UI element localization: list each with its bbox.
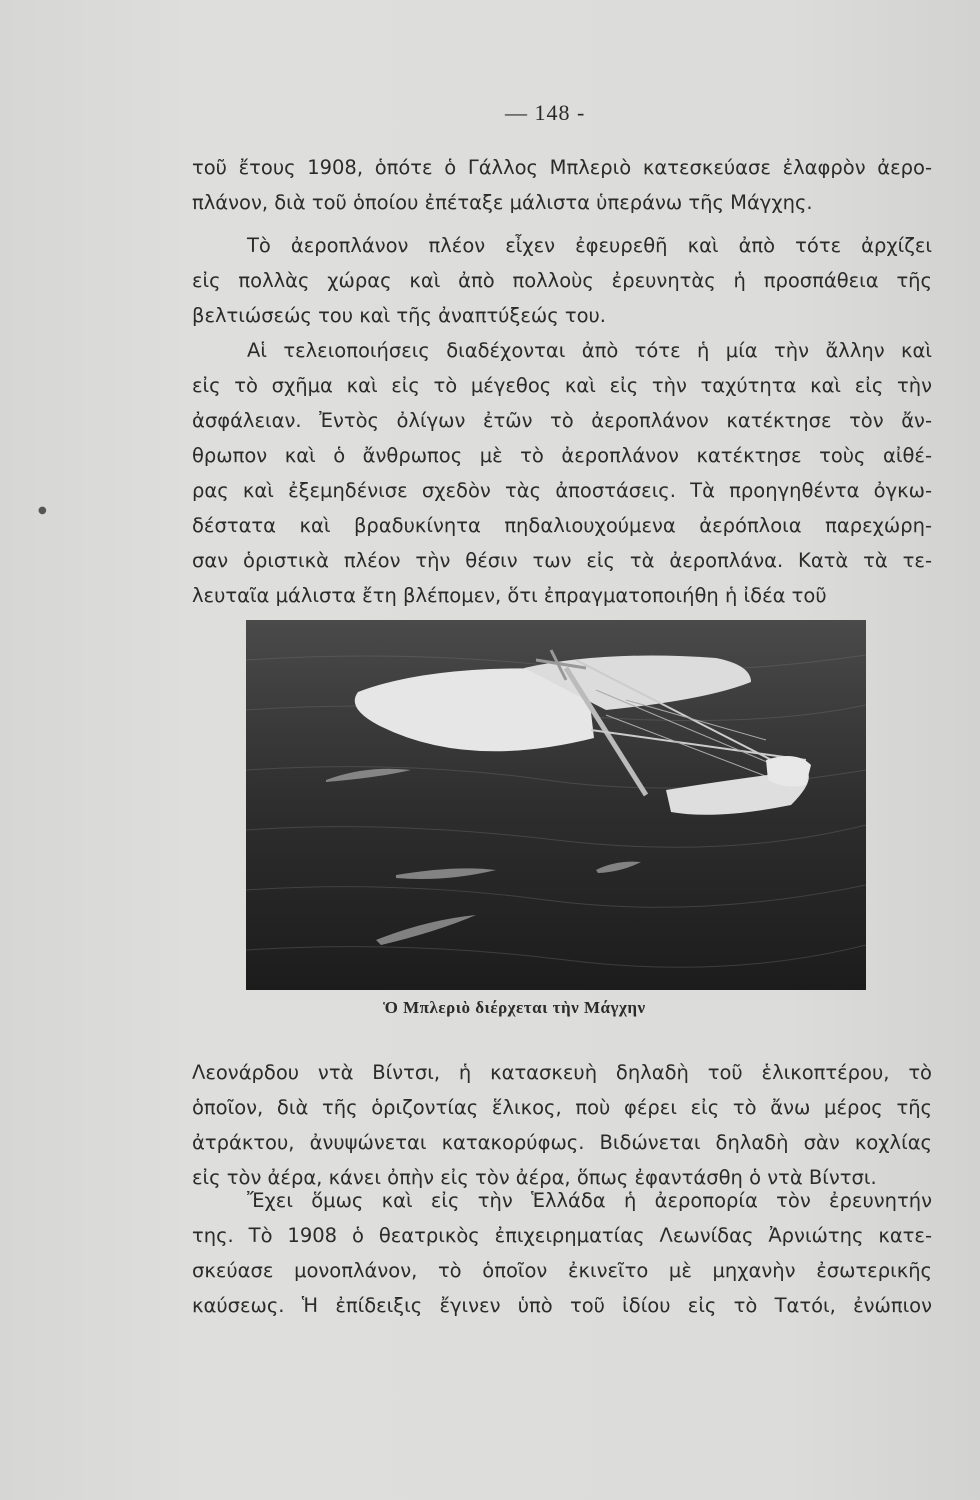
text-line: εἰς τὸ σχῆμα καὶ εἰς τὸ μέγεθος καὶ εἰς τὴν ταχύτητα καὶ εἰς τὴν <box>192 374 932 397</box>
text-line: εἰς τὸν ἀέρα, κάνει ὀπὴν εἰς τὸν ἀέρα, ὅπως ἐφαντάσθη ὁ ντὰ Βίντσι. <box>192 1166 877 1189</box>
paragraph-2 <box>192 228 932 333</box>
margin-speck: ● <box>38 505 47 516</box>
text-line: Τὸ ἀεροπλάνον πλέον εἶχεν ἐφευρεθῆ καὶ ἀπὸ τότε ἀρχίζει <box>247 234 932 257</box>
text-line: δέστατα καὶ βραδυκίνητα πηδαλιουχούμενα ἀερόπλοια παρεχώρη- <box>192 514 932 537</box>
paragraph-3 <box>192 333 932 613</box>
text-line: ἀσφάλειαν. Ἐντὸς ὀλίγων ἐτῶν τὸ ἀεροπλάνον κατέκτησε τὸν ἄν- <box>192 409 932 432</box>
text-line: λευταῖα μάλιστα ἔτη βλέπομεν, ὅτι ἐπραγματοποιήθη ἡ ἰδέα τοῦ <box>192 584 827 607</box>
text-line: ἀτράκτου, ἀνυψώνεται κατακορύφως. Βιδώνεται δηλαδὴ σὰν κοχλίας <box>192 1131 932 1154</box>
text-line: τοῦ ἔτους 1908, ὁπότε ὁ Γάλλος Μπλεριὸ κατεσκεύασε ἐλαφρὸν ἀερο- <box>192 156 932 179</box>
paragraph-4 <box>192 1055 932 1195</box>
text-line: ρας καὶ ἐξεμηδένισε σχεδὸν τὰς ἀποστάσεις. Τὰ προηγηθέντα ὀγκω- <box>192 479 932 502</box>
text-line: πλάνον, διὰ τοῦ ὁποίου ἐπέταξε μάλιστα ὑπεράνω τῆς Μάγχης. <box>192 191 813 214</box>
figure-caption: Ὁ Μπλεριὸ διέρχεται τὴν Μάγχην <box>383 998 646 1017</box>
text-line: βελτιώσεώς του καὶ τῆς ἀναπτύξεώς του. <box>192 304 607 327</box>
text-line: ὁποῖον, διὰ τῆς ὁριζοντίας ἕλικος, ποὺ φέρει εἰς τὸ ἄνω μέρος τῆς <box>192 1096 932 1119</box>
text-line: εἰς πολλὰς χώρας καὶ ἀπὸ πολλοὺς ἐρευνητὰς ἡ προσπάθεια τῆς <box>192 269 932 292</box>
blerior-monoplane-over-channel-image <box>246 620 866 990</box>
text-line: σκεύασε μονοπλάνον, τὸ ὁποῖον ἐκινεῖτο μὲ μηχανὴν ἐσωτερικῆς <box>192 1259 932 1282</box>
text-line: θρωπον καὶ ὁ ἄνθρωπος μὲ τὸ ἀεροπλάνον κατέκτησε τοὺς αἰθέ- <box>192 444 932 467</box>
page-number: — 148 - <box>505 100 586 125</box>
airplane-photo <box>246 620 866 990</box>
text-line: σαν ὁριστικὰ πλέον τὴν θέσιν των εἰς τὰ ἀεροπλάνα. Κατὰ τὰ τε- <box>192 549 932 572</box>
text-line: καύσεως. Ἡ ἐπίδειξις ἔγινεν ὑπὸ τοῦ ἰδίου εἰς τὸ Τατόι, ἐνώπιον <box>192 1294 932 1317</box>
text-line: της. Τὸ 1908 ὁ θεατρικὸς ἐπιχειρηματίας Λεωνίδας Ἀρνιώτης κατε- <box>192 1224 932 1247</box>
paragraph-1 <box>192 150 932 220</box>
text-line: Λεονάρδου ντὰ Βίντσι, ἡ κατασκευὴ δηλαδὴ τοῦ ἑλικοπτέρου, τὸ <box>192 1061 932 1084</box>
paragraph-5 <box>192 1183 932 1323</box>
text-line: Αἱ τελειοποιήσεις διαδέχονται ἀπὸ τότε ἡ μία τὴν ἄλλην καὶ <box>247 339 932 362</box>
text-line: Ἔχει ὅμως καὶ εἰς τὴν Ἑλλάδα ἡ ἀεροπορία τὸν ἐρευνητήν <box>247 1189 932 1212</box>
